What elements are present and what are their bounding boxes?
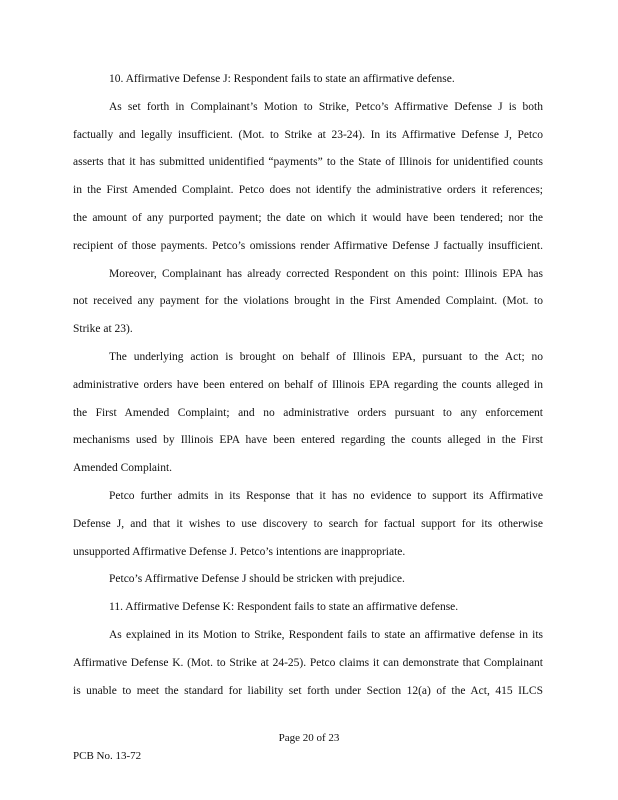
text-line: not received any payment for the violations brought in the First Amended Complaint. (Mot. to: [73, 295, 543, 308]
text-line: unsupported Affirmative Defense J. Petco’s intentions are inappropriate.: [73, 545, 406, 558]
case-number: PCB No. 13-72: [73, 750, 142, 762]
text-line: recipient of those payments. Petco’s omissions render Affirmative Defense J factually insufficient.: [73, 239, 543, 252]
body-text: [73, 66, 543, 705]
text-line: As explained in its Motion to Strike, Respondent fails to state an affirmative defense in its: [109, 628, 543, 641]
text-line: Moreover, Complainant has already corrected Respondent on this point: Illinois EPA has: [109, 267, 543, 280]
text-line: The underlying action is brought on behalf of Illinois EPA, pursuant to the Act; no: [109, 350, 543, 363]
text-line: Amended Complaint.: [73, 462, 173, 475]
text-line: mechanisms used by Illinois EPA have been entered regarding the counts alleged in the First: [73, 434, 543, 447]
text-line: Defense J, and that it wishes to use discovery to search for factual support for its otherwise: [73, 517, 543, 530]
text-line: Affirmative Defense K. (Mot. to Strike at 24-25). Petco claims it can demonstrate that Complainant: [73, 656, 543, 669]
text-line: Petco’s Affirmative Defense J should be stricken with prejudice.: [109, 573, 405, 586]
text-line: in the First Amended Complaint. Petco does not identify the administrative orders it references;: [73, 184, 543, 197]
text-line: Strike at 23).: [73, 323, 133, 336]
text-line: Petco further admits in its Response that it has no evidence to support its Affirmative: [109, 489, 543, 502]
text-line: is unable to meet the standard for liability set forth under Section 12(a) of the Act, 415 ILCS: [73, 684, 543, 697]
text-line: As set forth in Complainant’s Motion to Strike, Petco’s Affirmative Defense J is both: [109, 100, 543, 113]
text-line: 11. Affirmative Defense K: Respondent fails to state an affirmative defense.: [109, 601, 459, 614]
text-line: factually and legally insufficient. (Mot. to Strike at 23-24). In its Affirmative Defense J, Petco: [73, 128, 543, 141]
text-line: administrative orders have been entered on behalf of Illinois EPA regarding the counts alleged in: [73, 378, 543, 391]
text-line: the amount of any purported payment; the date on which it would have been tendered; nor the: [73, 211, 543, 224]
page-number: Page 20 of 23: [278, 732, 340, 744]
text-line: the First Amended Complaint; and no administrative orders pursuant to any enforcement: [73, 406, 543, 419]
text-line: asserts that it has submitted unidentified “payments” to the State of Illinois for unidentified counts: [73, 156, 543, 169]
text-line: 10. Affirmative Defense J: Respondent fails to state an affirmative defense.: [109, 73, 455, 85]
